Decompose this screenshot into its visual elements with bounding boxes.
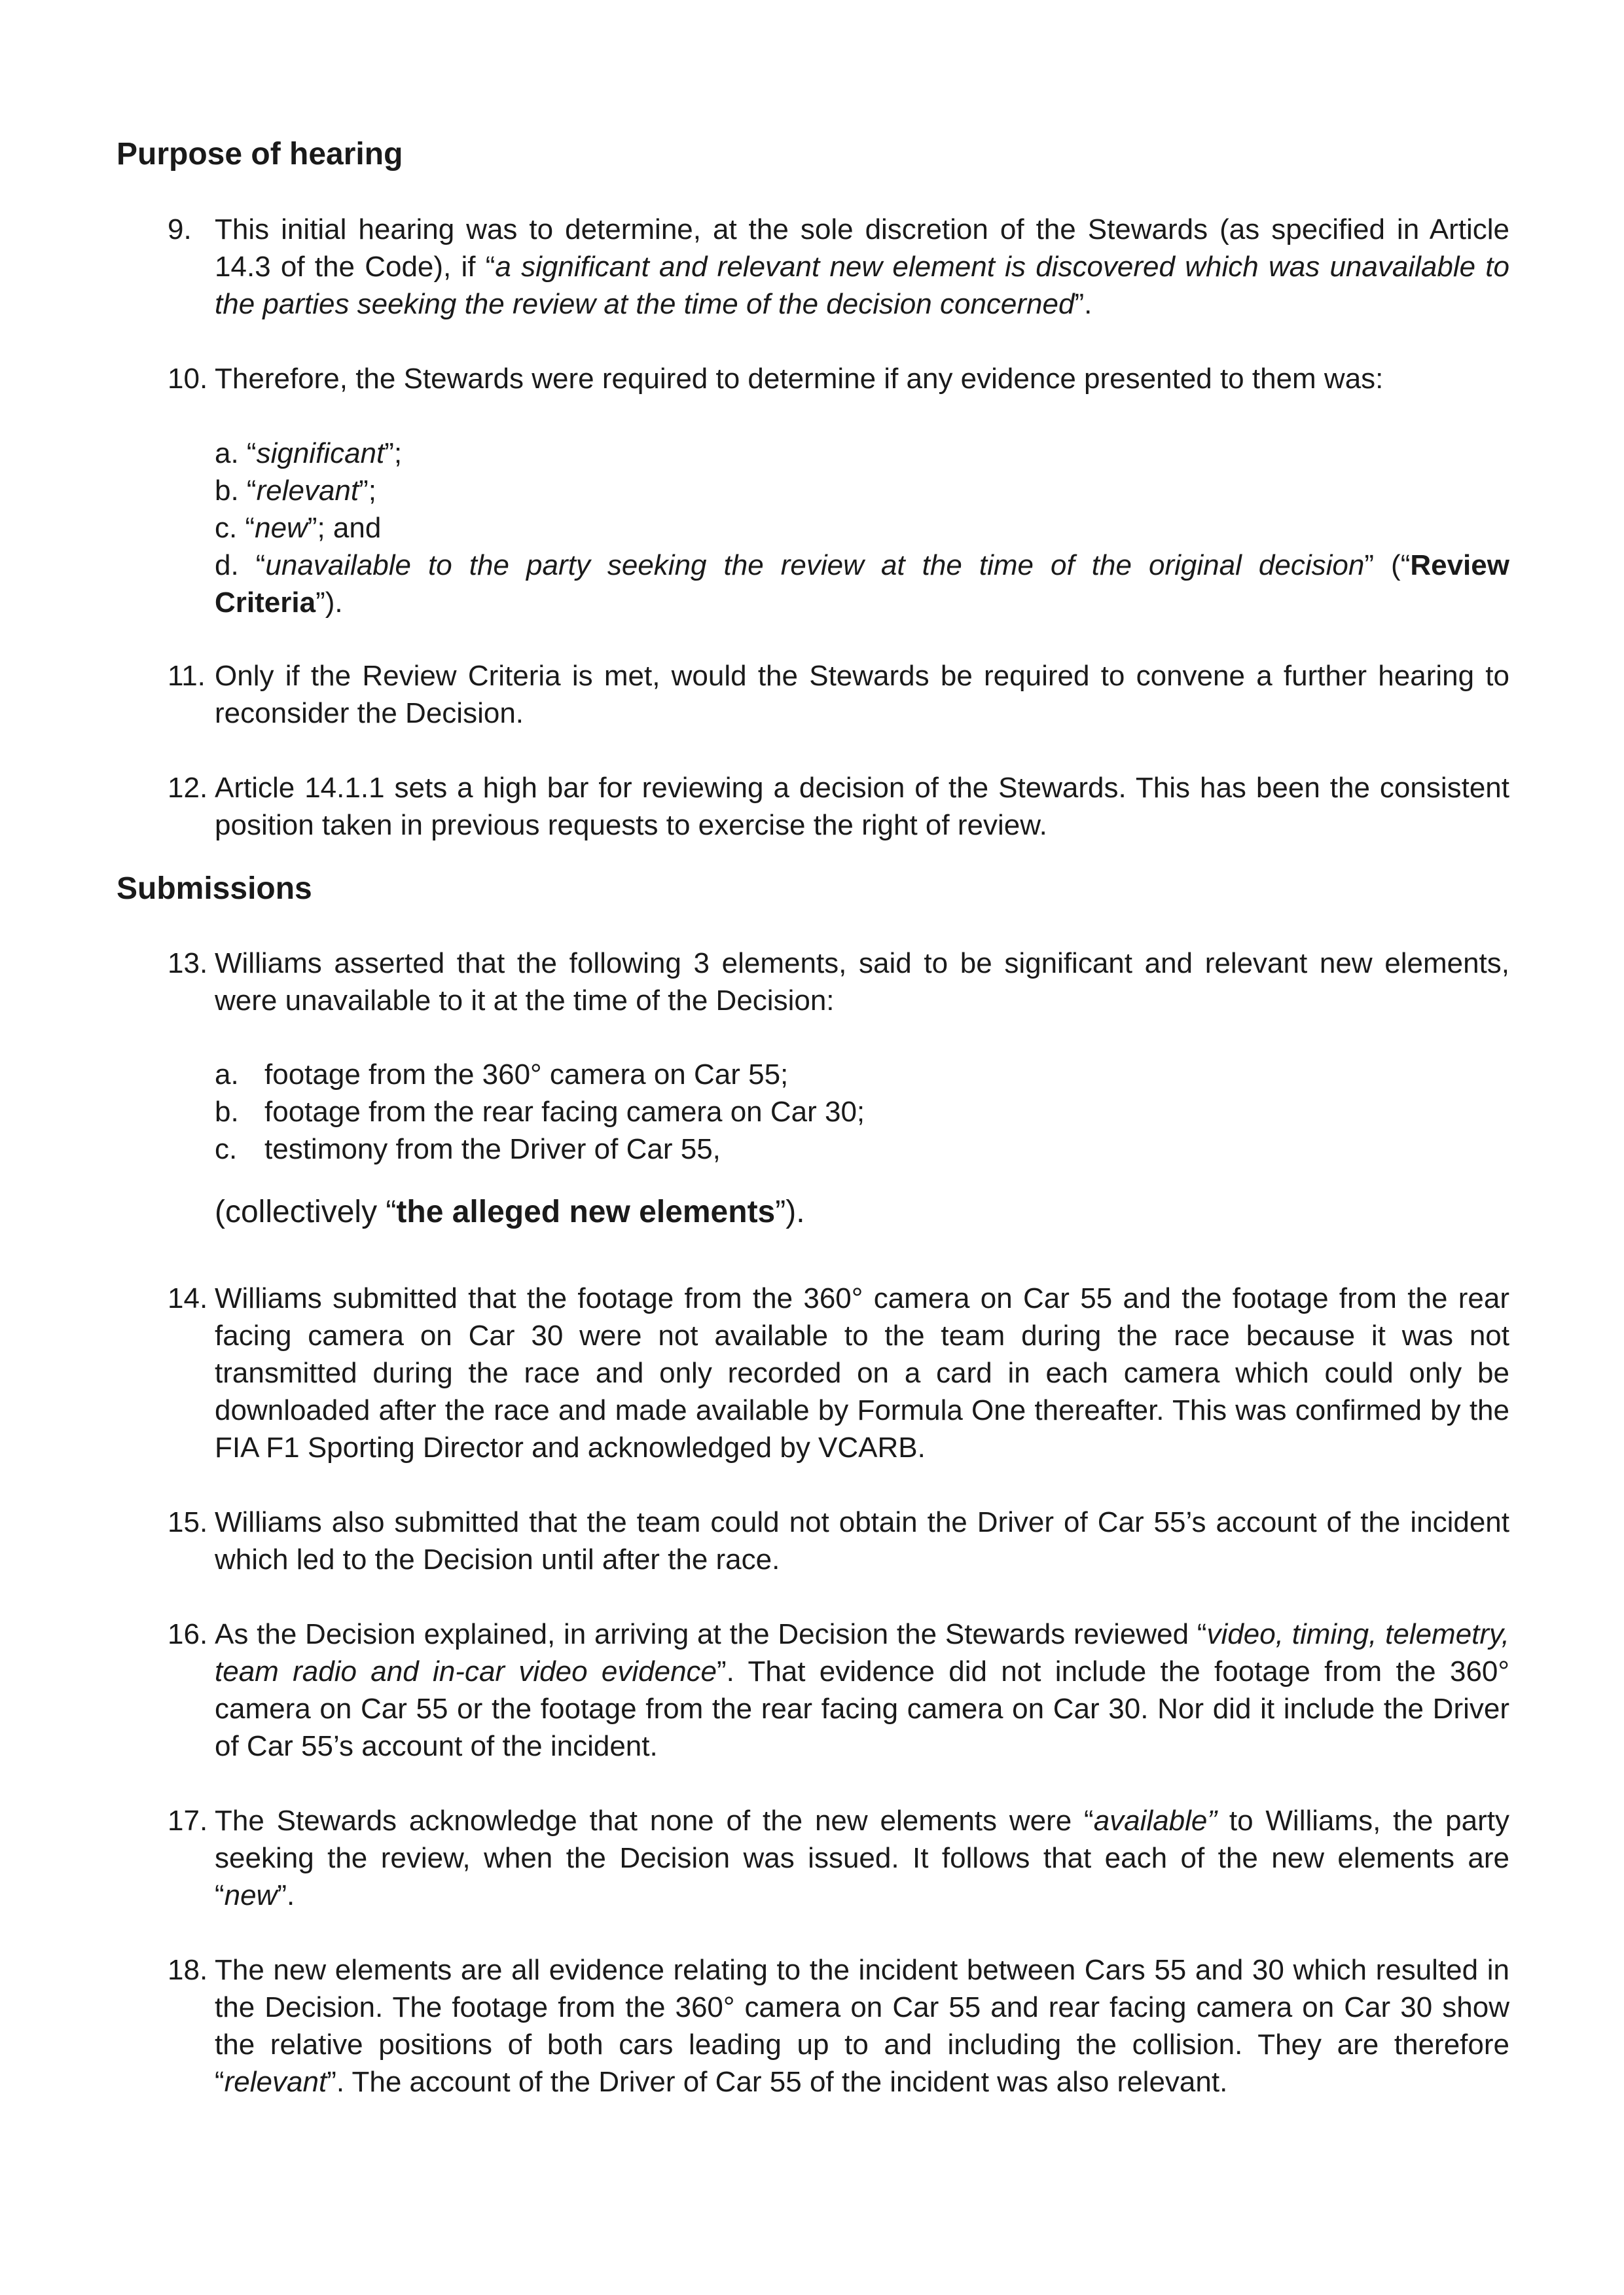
paragraph-10 bbox=[168, 360, 1509, 397]
list-item: a. footage from the 360° camera on Car 55; bbox=[215, 1058, 789, 1091]
quoted-text: relevant bbox=[224, 2066, 327, 2098]
paragraph-number: 17. bbox=[168, 1805, 208, 1837]
collective-definition: (collectively “the alleged new elements”). bbox=[215, 1195, 805, 1229]
paragraph-body: Williams submitted that the footage from the 360° camera on Car 55 and the footage from the rear facing camera on Car 30 were not available to the team during the race because it was not transmitted during the race and only recorded on a card in each camera which could only be downloaded after the race and made available by Formula One thereafter. This was confirmed by the FIA F1 Sporting Director and acknowledged by VCARB. bbox=[215, 1282, 1509, 1464]
paragraph-body: As the Decision explained, in arriving at the Decision the Stewards reviewed “video, timing, telemetry, team radio and in-car video evidence”. That evidence did not include the footage from the 360° camera on Car 55 or the footage from the rear facing camera on Car 30. Nor did it include the Driver of Car 55’s account of the incident. bbox=[215, 1618, 1509, 1762]
paragraph-12 bbox=[168, 769, 1509, 844]
paragraph-body: This initial hearing was to determine, at the sole discretion of the Stewards (as specified in Article 14.3 of the Code), if “a significant and relevant new element is discovered which was unavailable to the parties seeking the review at the time of the decision concerned”. bbox=[215, 213, 1509, 320]
defined-term: Review Criteria bbox=[215, 549, 1509, 619]
paragraph-number: 9. bbox=[168, 213, 192, 245]
paragraph-number: 16. bbox=[168, 1618, 208, 1650]
criteria-item-d: d. “unavailable to the party seeking the review at the time of the original decision” (“Review Criteria”). bbox=[215, 549, 1509, 619]
paragraph-number: 18. bbox=[168, 1954, 208, 1986]
paragraph-15 bbox=[168, 1504, 1509, 1578]
paragraph-body: The new elements are all evidence relating to the incident between Cars 55 and 30 which resulted in the Decision. The footage from the 360° camera on Car 55 and rear facing camera on Car 30 show the relative positions of both cars leading up to and including the collision. They are therefore “relevant”. The account of the Driver of Car 55 of the incident was also relevant. bbox=[215, 1954, 1509, 2098]
paragraph-13 bbox=[168, 945, 1509, 1019]
criteria-list bbox=[215, 435, 1509, 621]
paragraph-number: 10. bbox=[168, 363, 208, 395]
quoted-text: a significant and relevant new element is discovered which was unavailable to the parties seeking the review at the time of the decision concerned bbox=[215, 251, 1509, 320]
criteria-item-c: c. “new”; and bbox=[215, 512, 382, 544]
paragraph-11 bbox=[168, 657, 1509, 732]
list-item: b. footage from the rear facing camera on Car 30; bbox=[215, 1096, 865, 1128]
paragraph-16 bbox=[168, 1616, 1509, 1765]
paragraph-body: Only if the Review Criteria is met, would the Stewards be required to convene a further hearing to reconsider the Decision. bbox=[215, 660, 1509, 729]
paragraph-body: Article 14.1.1 sets a high bar for reviewing a decision of the Stewards. This has been the consistent position taken in previous requests to exercise the right of review. bbox=[215, 772, 1509, 841]
paragraph-body: Williams also submitted that the team could not obtain the Driver of Car 55’s account of the incident which led to the Decision until after the race. bbox=[215, 1506, 1509, 1576]
quoted-text: new bbox=[224, 1879, 278, 1911]
paragraph-number: 14. bbox=[168, 1282, 208, 1314]
paragraph-number: 15. bbox=[168, 1506, 208, 1538]
quoted-text: video, timing, telemetry, team radio and in-car video evidence bbox=[215, 1618, 1509, 1688]
quoted-text: available” bbox=[1093, 1805, 1218, 1837]
alleged-elements-list bbox=[215, 1056, 1509, 1168]
paragraph-number: 11. bbox=[168, 660, 206, 692]
paragraph-body: The Stewards acknowledge that none of the new elements were “available” to Williams, the party seeking the review, when the Decision was issued. It follows that each of the new elements are “new”. bbox=[215, 1805, 1509, 1911]
paragraph-body: Therefore, the Stewards were required to determine if any evidence presented to them was: bbox=[215, 363, 1384, 395]
defined-term: the alleged new elements bbox=[396, 1195, 776, 1229]
paragraph-18 bbox=[168, 1951, 1509, 2101]
criteria-item-a: a. “significant”; bbox=[215, 437, 403, 469]
list-item: c. testimony from the Driver of Car 55, bbox=[215, 1133, 721, 1165]
paragraph-number: 13. bbox=[168, 947, 208, 979]
section-heading-purpose: Purpose of hearing bbox=[117, 137, 403, 172]
paragraph-body: Williams asserted that the following 3 elements, said to be significant and relevant new elements, were unavailable to it at the time of the Decision: bbox=[215, 947, 1509, 1017]
paragraph-17 bbox=[168, 1802, 1509, 1914]
section-heading-submissions: Submissions bbox=[117, 871, 312, 906]
criteria-item-b: b. “relevant”; bbox=[215, 475, 377, 507]
paragraph-number: 12. bbox=[168, 772, 208, 804]
paragraph-14 bbox=[168, 1280, 1509, 1466]
paragraph-9 bbox=[168, 211, 1509, 323]
